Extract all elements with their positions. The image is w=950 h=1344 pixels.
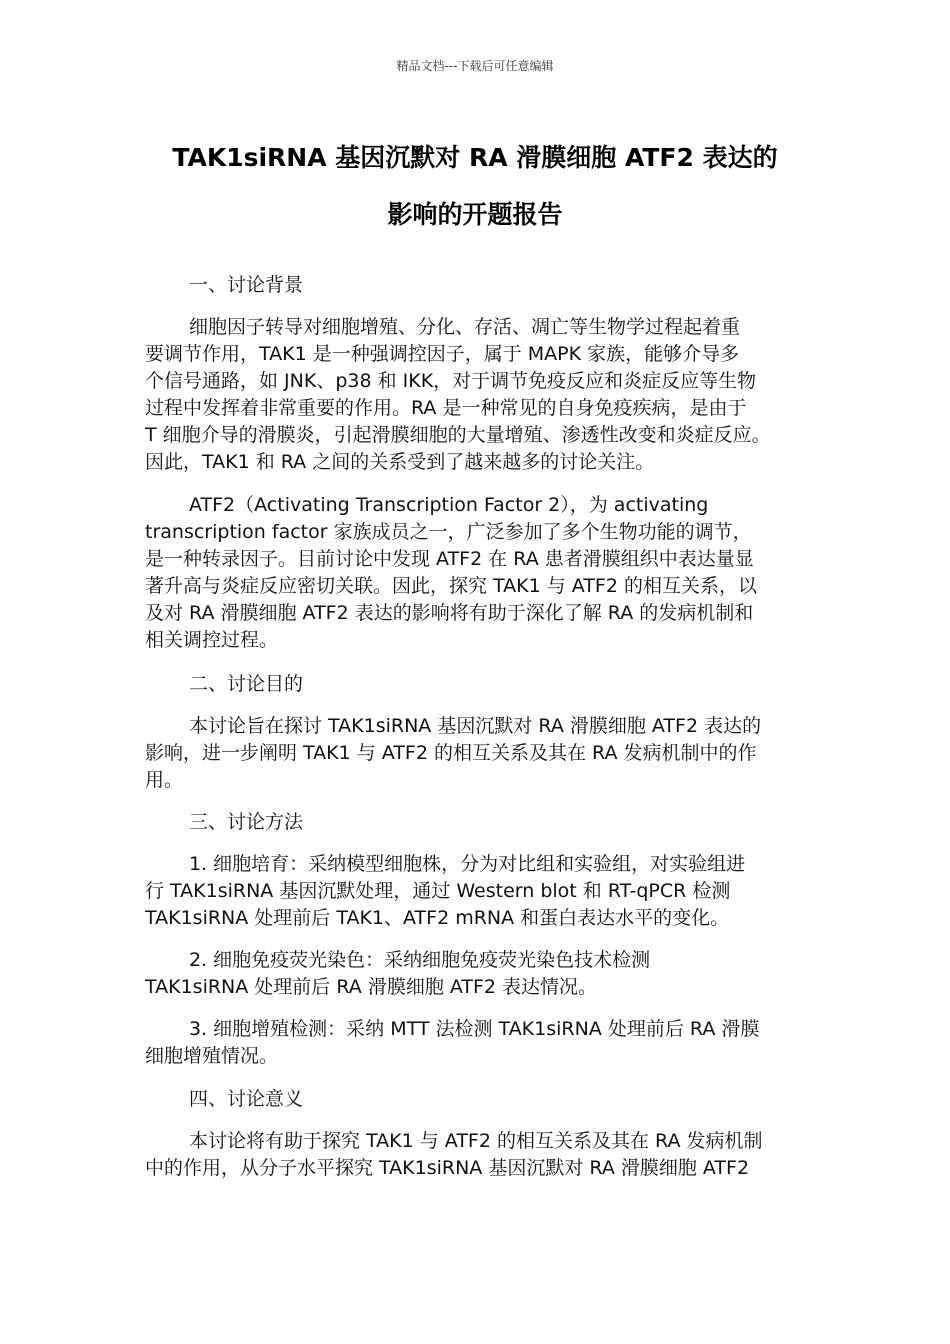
method-item-2: [145, 947, 810, 1001]
paragraph-purpose: [145, 713, 810, 794]
text-line: 影响，进一步阐明 TAK1 与 ATF2 的相互关系及其在 RA 发病机制中的作: [145, 742, 757, 764]
text-line: 著升高与炎症反应密切关联。因此，探究 TAK1 与 ATF2 的相互关系，以: [145, 575, 757, 597]
text-line: 因此，TAK1 和 RA 之间的关系受到了越来越多的讨论关注。: [145, 451, 655, 473]
paragraph-background-2: [145, 492, 810, 654]
page-header-note: 精品文档---下载后可任意编辑: [396, 59, 554, 73]
method-item-1: [145, 851, 810, 932]
text-line: 过程中发挥着非常重要的作用。RA 是一种常见的自身免疫疾病，是由于: [145, 397, 747, 419]
document-title-line-1: TAK1siRNA 基因沉默对 RA 滑膜细胞 ATF2 表达的: [172, 143, 778, 172]
text-line: 是一种转录因子。目前讨论中发现 ATF2 在 RA 患者滑膜组织中表达量显: [145, 548, 754, 570]
text-line: 中的作用，从分子水平探究 TAK1siRNA 基因沉默对 RA 滑膜细胞 ATF2: [145, 1157, 750, 1179]
method-item-3: [145, 1016, 810, 1070]
text-line: ATF2（Activating Transcription Factor 2），为 activating: [189, 494, 709, 516]
text-line: 及对 RA 滑膜细胞 ATF2 表达的影响将有助于深化了解 RA 的发病机制和: [145, 602, 754, 624]
text-line: 相关调控过程。: [145, 629, 279, 651]
text-line: T 细胞介导的滑膜炎，引起滑膜细胞的大量增殖、渗透性改变和炎症反应。: [145, 424, 771, 446]
text-line: 3. 细胞增殖检测：采纳 MTT 法检测 TAK1siRNA 处理前后 RA 滑膜: [189, 1018, 760, 1040]
text-line: TAK1siRNA 处理前后 TAK1、ATF2 mRNA 和蛋白表达水平的变化。: [145, 907, 730, 929]
text-line: transcription factor 家族成员之一，广泛参加了多个生物功能的调节，: [145, 521, 752, 543]
document-title-line-2: 影响的开题报告: [387, 200, 563, 229]
text-line: 个信号通路，如 JNK、p38 和 IKK，对于调节免疫反应和炎症反应等生物: [145, 370, 757, 392]
paragraph-background-1: [145, 314, 810, 476]
section-heading-significance: 四、讨论意义: [189, 1088, 304, 1110]
paragraph-significance: [145, 1128, 810, 1182]
section-heading-methods: 三、讨论方法: [189, 811, 304, 833]
text-line: 细胞因子转导对细胞增殖、分化、存活、凋亡等生物学过程起着重: [189, 316, 741, 338]
text-line: 要调节作用，TAK1 是一种强调控因子，属于 MAPK 家族，能够介导多: [145, 343, 740, 365]
text-line: TAK1siRNA 处理前后 RA 滑膜细胞 ATF2 表达情况。: [145, 976, 598, 998]
text-line: 行 TAK1siRNA 基因沉默处理，通过 Western blot 和 RT-qPCR 检测: [145, 880, 731, 902]
text-line: 本讨论将有助于探究 TAK1 与 ATF2 的相互关系及其在 RA 发病机制: [189, 1130, 763, 1152]
section-heading-purpose: 二、讨论目的: [189, 673, 304, 695]
text-line: 细胞增殖情况。: [145, 1045, 279, 1067]
text-line: 2. 细胞免疫荧光染色：采纳细胞免疫荧光染色技术检测: [189, 949, 651, 971]
section-heading-background: 一、讨论背景: [189, 274, 304, 296]
text-line: 1. 细胞培育：采纳模型细胞株，分为对比组和实验组，对实验组进: [189, 853, 746, 875]
text-line: 用。: [145, 769, 184, 791]
text-line: 本讨论旨在探讨 TAK1siRNA 基因沉默对 RA 滑膜细胞 ATF2 表达的: [189, 715, 762, 737]
